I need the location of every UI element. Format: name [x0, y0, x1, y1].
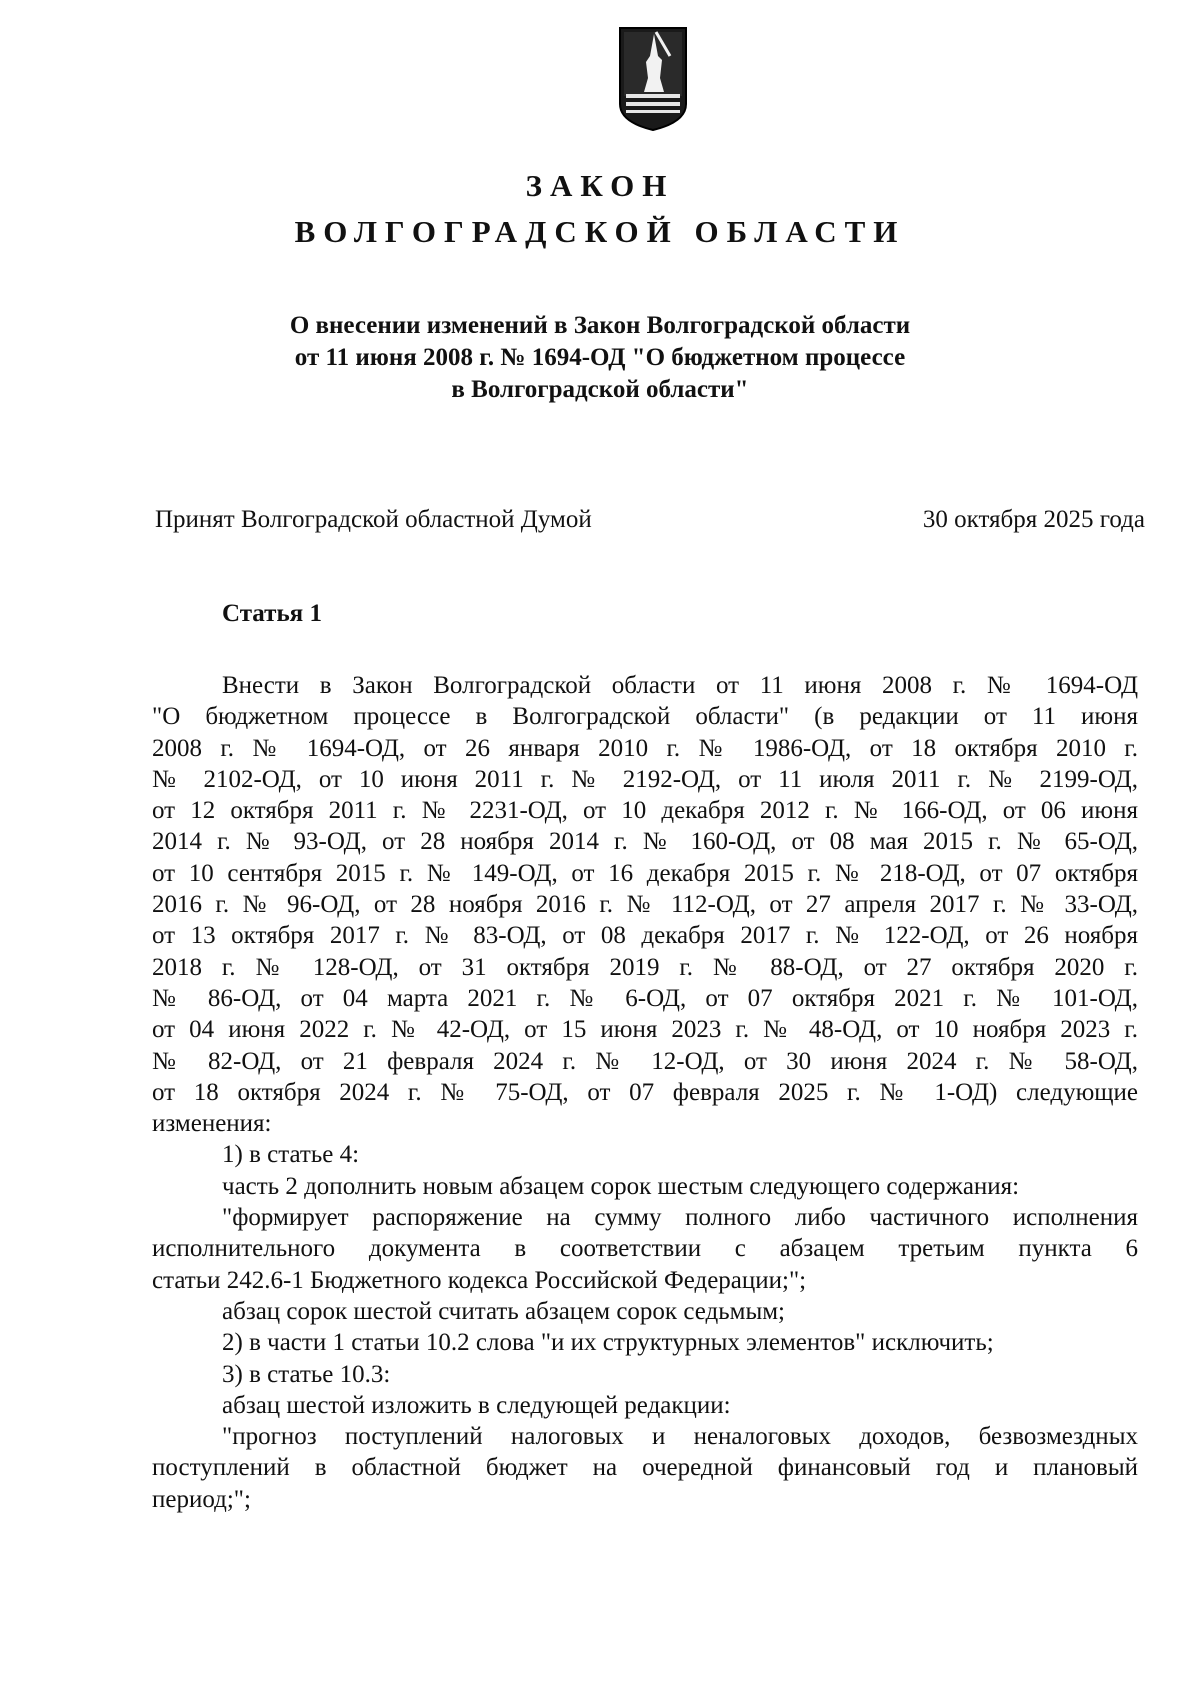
article-line: 2008 г. № 1694-ОД, от 26 января 2010 г. № 1986-ОД, от 18 октября 2010 г. — [152, 734, 1138, 762]
article-line: изменения: — [152, 1110, 272, 1138]
subtitle-line: в Волгоградской области" — [451, 376, 749, 403]
article-line: исполнительного документа в соответствии с абзацем третьим пункта 6 — [152, 1235, 1138, 1263]
adoption-date: 30 октября 2025 года — [922, 506, 1145, 533]
volgograd-coat-of-arms-icon — [618, 26, 688, 132]
article-line: абзац сорок шестой считать абзацем сорок седьмым; — [222, 1297, 786, 1325]
article-line: от 12 октября 2011 г. № 2231-ОД, от 10 декабря 2012 г. № 166-ОД, от 06 июня — [152, 797, 1138, 825]
article-line: от 18 октября 2024 г. № 75-ОД, от 07 февраля 2025 г. № 1-ОД) следующие — [152, 1078, 1138, 1106]
article-line: Внести в Закон Волгоградской области от 11 июня 2008 г. № 1694-ОД — [222, 672, 1138, 699]
article-line: от 10 сентября 2015 г. № 149-ОД, от 16 декабря 2015 г. № 218-ОД, от 07 октября — [152, 859, 1138, 887]
article-line: 2014 г. № 93-ОД, от 28 ноября 2014 г. № 160-ОД, от 08 мая 2015 г. № 65-ОД, — [152, 828, 1138, 856]
article-line: 1) в статье 4: — [222, 1141, 360, 1169]
article-line: поступлений в областной бюджет на очередной финансовый год и плановый — [152, 1454, 1138, 1482]
article-line: статьи 242.6-1 Бюджетного кодекса Российской Федерации;"; — [152, 1266, 807, 1294]
article-body — [152, 670, 1138, 1515]
region-title: ВОЛГОГРАДСКОЙ ОБЛАСТИ — [294, 214, 906, 249]
article-heading: Статья 1 — [222, 600, 322, 627]
article-line: 2018 г. № 128-ОД, от 31 октября 2019 г. № 88-ОД, от 27 октября 2020 г. — [152, 953, 1138, 981]
article-line: № 2102-ОД, от 10 июня 2011 г. № 2192-ОД, от 11 июля 2011 г. № 2199-ОД, — [152, 765, 1138, 793]
article-line: № 82-ОД, от 21 февраля 2024 г. № 12-ОД, от 30 июня 2024 г. № 58-ОД, — [152, 1047, 1138, 1075]
subtitle-line: О внесении изменений в Закон Волгоградской области — [289, 312, 911, 339]
article-line: 2016 г. № 96-ОД, от 28 ноября 2016 г. № 112-ОД, от 27 апреля 2017 г. № 33-ОД, — [152, 891, 1138, 919]
article-line: от 13 октября 2017 г. № 83-ОД, от 08 декабря 2017 г. № 122-ОД, от 26 ноября — [152, 922, 1138, 950]
article-line: "О бюджетном процессе в Волгоградской области" (в редакции от 11 июня — [152, 703, 1138, 731]
law-title: ЗАКОН — [525, 168, 675, 203]
article-line: абзац шестой изложить в следующей редакции: — [222, 1391, 731, 1419]
article-line: 3) в статье 10.3: — [222, 1360, 391, 1388]
article-line: 2) в части 1 статьи 10.2 слова "и их структурных элементов" исключить; — [222, 1329, 994, 1357]
article-line: № 86-ОД, от 04 марта 2021 г. № 6-ОД, от 07 октября 2021 г. № 101-ОД, — [152, 984, 1138, 1012]
article-line: от 04 июня 2022 г. № 42-ОД, от 15 июня 2023 г. № 48-ОД, от 10 ноября 2023 г. — [152, 1016, 1138, 1044]
article-line: "формирует распоряжение на сумму полного либо частичного исполнения — [222, 1204, 1138, 1232]
article-line: "прогноз поступлений налоговых и неналоговых доходов, безвозмездных — [222, 1423, 1138, 1451]
subtitle-line: от 11 июня 2008 г. № 1694-ОД "О бюджетном процессе — [294, 344, 906, 371]
article-line: период;"; — [152, 1485, 251, 1513]
law-subtitle — [250, 310, 950, 406]
article-line: часть 2 дополнить новым абзацем сорок шестым следующего содержания: — [222, 1172, 1020, 1200]
adopted-by: Принят Волгоградской областной Думой — [155, 506, 592, 533]
